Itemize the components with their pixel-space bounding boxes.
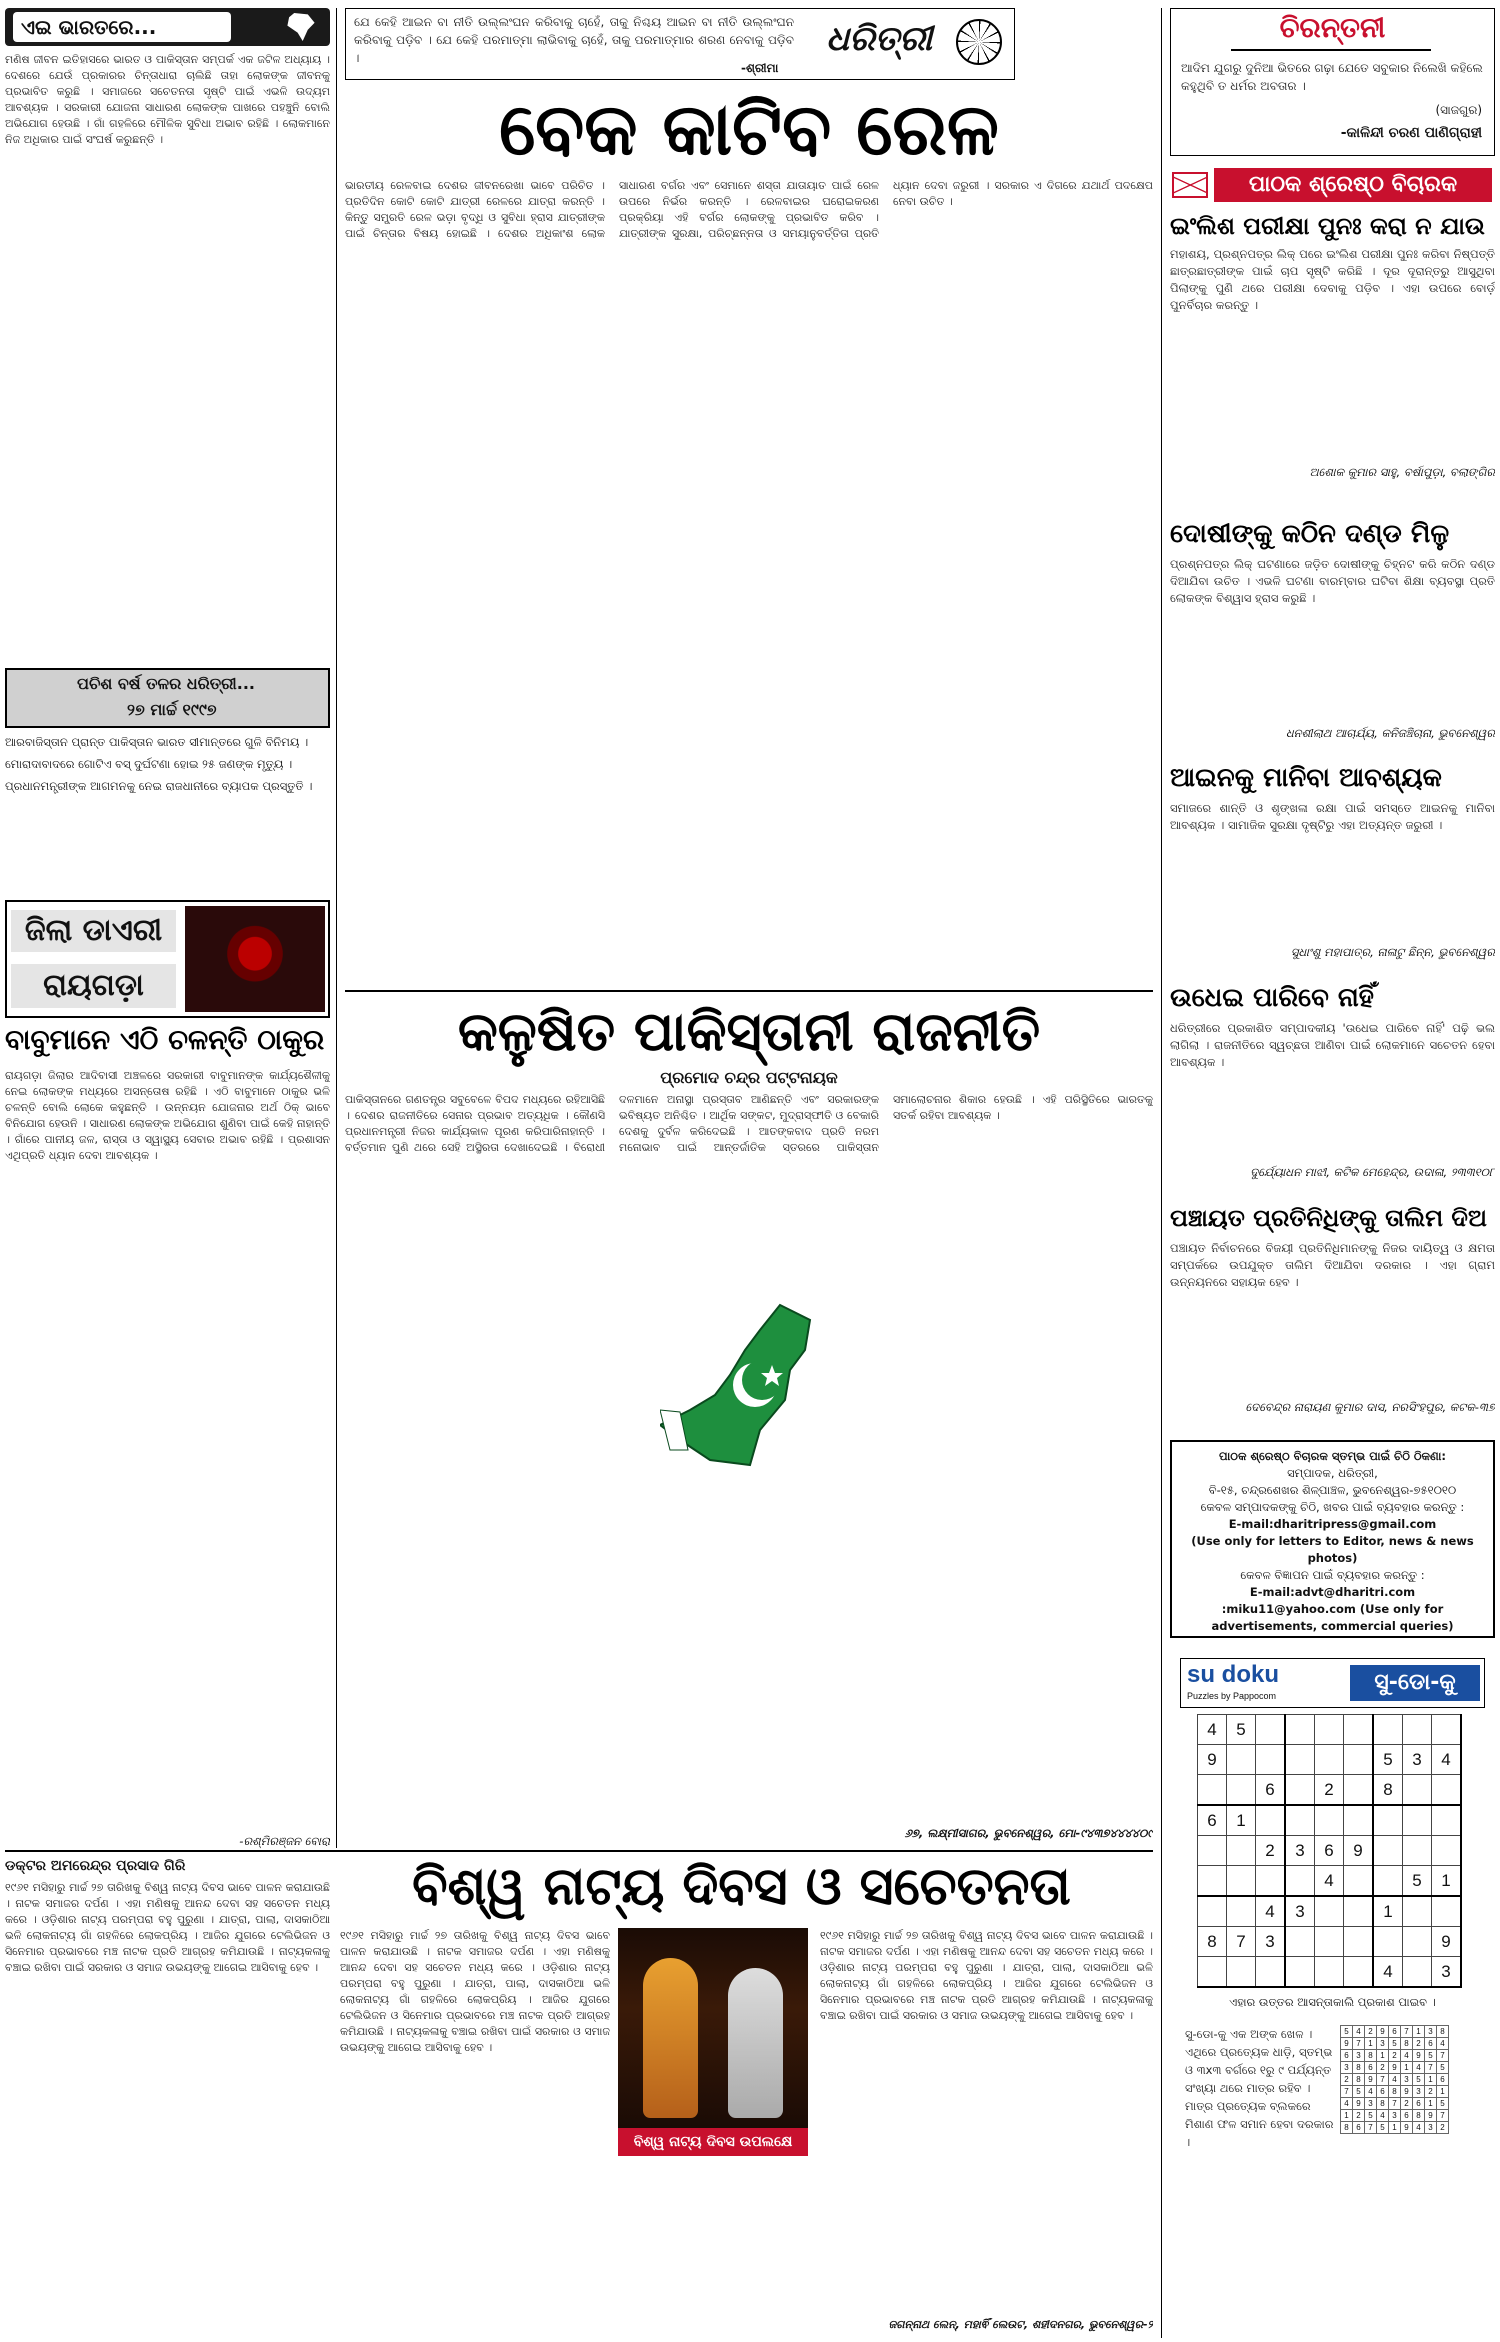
sudoku-solution-cell: 6 (1437, 2074, 1449, 2086)
top-quote-author: -ଶ୍ରୀମା (741, 61, 779, 75)
anniversary-item: ପ୍ରଧାନମନ୍ତ୍ରୀଙ୍କ ଆଗମନକୁ ନେଇ ରାଜଧାନୀରେ ବ୍ୟାପକ ପ୍ରସ୍ତୁତି । (5, 779, 313, 793)
sudoku-solution-cell: 6 (1413, 2098, 1425, 2110)
masthead-logo: ଧରିତ୍ରୀ (826, 19, 933, 59)
sudoku-cell (1373, 1836, 1403, 1866)
sudoku-solution-cell: 2 (1389, 2050, 1401, 2062)
anniversary-title: ପଚିଶ ବର୍ଷ ତଳର ଧରିତ୍ରୀ... (77, 674, 255, 693)
contact-title: ପାଠକ ଶ୍ରେଷ୍ଠ ବିଚାରକ ସ୍ତମ୍ଭ ପାଇଁ ଚିଠି ଠିକଣା: (1219, 1449, 1446, 1463)
grid-row (1198, 1715, 1462, 1745)
sudoku-cell (1227, 1896, 1256, 1927)
sudoku-solution-cell: 6 (1353, 2122, 1365, 2134)
sudoku-cell: 1 (1373, 1896, 1403, 1927)
left-article2 (5, 1068, 330, 1838)
sudoku-solution-cell: 9 (1401, 2122, 1413, 2134)
chirantani-text: ଆଦିମ ଯୁଗରୁ ଦୁନିଆ ଭିତରେ ଗଢ଼ା ଯେତେ ସବୁକାର ନିଲେଖି କହିଲେ କହୁଥିବି ତ ଧର୍ମର ଅବତାର । (1181, 61, 1483, 93)
letter-1 (1170, 210, 1495, 510)
sudoku-solution-cell: 4 (1401, 2050, 1413, 2062)
sudoku-cell (1403, 1836, 1432, 1866)
contact-line: (Use only for letters to Editor, news & news photos) (1191, 1534, 1474, 1565)
letter-author: ଅଶୋକ କୁମାର ସାହୁ, ବର୍ଷାପୁଡ଼ା, ବଲାଙ୍ଗିର (1309, 465, 1495, 479)
editorial2-text: ପାକିସ୍ତାନରେ ଗଣତନ୍ତ୍ର ସବୁବେଳେ ବିପଦ ମଧ୍ୟରେ ରହିଆସିଛି । ଦେଶର ରାଜନୀତିରେ ସେନାର ପ୍ରଭାବ ଅତ୍ୟଧିକ । କୌଣସି ପ୍ରଧାନମନ୍ତ୍ରୀ ନିଜର କାର୍ଯ୍ୟକାଳ ପୂରଣ କରିପାରିନାହାନ୍ତି । ବର୍ତ୍ତମାନ ପୁଣି ଥରେ ସେହି ଅସ୍ଥିରତା ଦେଖାଦେଇଛି । ବିରୋଧୀ ଦଳମାନେ ଅନାସ୍ଥା ପ୍ରସ୍ତାବ ଆଣିଛନ୍ତି ଏବଂ ସରକାରଙ୍କ ଭବିଷ୍ୟତ ଅନିଶ୍ଚିତ । ଆର୍ଥିକ ସଙ୍କଟ, ମୁଦ୍ରାସ୍ଫୀତି ଓ ବେକାରି ଦେଶକୁ ଦୁର୍ବଳ କରିଦେଇଛି । ଆତଙ୍କବାଦ ପ୍ରତି ନରମ ମନୋଭାବ ପାଇଁ ଆନ୍ତର୍ଜାତିକ ସ୍ତରରେ ପାକିସ୍ତାନ ସମାଲୋଚନାର ଶିକାର ହେଉଛି । ଏହି ପରିସ୍ଥିତିରେ ଭାରତକୁ ସତର୍କ ରହିବା ଆବଶ୍ୟକ । (345, 1093, 1153, 1154)
sudoku-cell (1403, 1957, 1432, 1988)
sudoku-solution-cell: 6 (1377, 2086, 1389, 2098)
sudoku-credit: Puzzles by Pappocom (1187, 1691, 1277, 1701)
sudoku-cell (1315, 1745, 1344, 1775)
contact-email-editor[interactable]: E-mail:dharitripress@gmail.com (1228, 1517, 1437, 1531)
grid-row (1341, 2074, 1449, 2086)
grid-row (1341, 2122, 1449, 2134)
sudoku-cell: 9 (1432, 1927, 1462, 1957)
sudoku-solution-table (1340, 2025, 1449, 2134)
letter-2 (1170, 516, 1495, 756)
center-divider (345, 990, 1153, 992)
sudoku-solution-cell: 5 (1389, 2038, 1401, 2050)
article3-text: ୧୯୬୧ ମସିହାରୁ ମାର୍ଚ୍ଚ ୨୭ ତାରିଖକୁ ବିଶ୍ୱ ନାଟ୍ୟ ଦିବସ ଭାବେ ପାଳନ କରାଯାଉଛି । ନାଟକ ସମାଜର ଦର୍ପଣ । ଏହା ମଣିଷକୁ ଆନନ୍ଦ ଦେବା ସହ ସଚେତନ ମଧ୍ୟ କରେ । ଓଡ଼ିଶାର ନାଟ୍ୟ ପରମ୍ପରା ବହୁ ପୁରୁଣା । ଯାତ୍ରା, ପାଲା, ଦାସକାଠିଆ ଭଳି ଲୋକନାଟ୍ୟ ଗାଁ ଗହଳିରେ ଲୋକପ୍ରିୟ । ଆଜିର ଯୁଗରେ ଟେଲିଭିଜନ ଓ ସିନେମାର ପ୍ରଭାବରେ ମଞ୍ଚ ନାଟକ ପ୍ରତି ଆଗ୍ରହ କମିଯାଉଛି । ନାଟ୍ୟକଳାକୁ ବଞ୍ଚାଇ ରଖିବା ପାଇଁ ସରକାର ଓ ସମାଜ ଉଭୟଙ୍କୁ ଆଗେଇ ଆସିବାକୁ ହେବ । (5, 1881, 330, 1974)
editorial2-author: ପ୍ରମୋଦ ଚନ୍ଦ୍ର ପଟ୍ଟନାୟକ (660, 1068, 838, 1087)
sudoku-solution-cell: 1 (1437, 2086, 1449, 2098)
chirantani-title: ଚିରନ୍ତନୀ (1279, 11, 1386, 44)
sudoku-solution-cell: 5 (1425, 2050, 1437, 2062)
left-article1-text: ମଣିଷ ଜୀବନ ଇତିହାସରେ ଭାରତ ଓ ପାକିସ୍ତାନ ସମ୍ପର୍କ ଏକ ଜଟିଳ ଅଧ୍ୟାୟ । ଦେଶରେ ଯେଉଁ ପ୍ରକାରର ଚିନ୍ତାଧାରା ଚାଲିଛି ତାହା ଲୋକଙ୍କ ଜୀବନକୁ ପ୍ରଭାବିତ କରୁଛି । ସମାଜରେ ସଚେତନତା ସୃଷ୍ଟି ପାଇଁ ଏଭଳି ଉଦ୍ୟମ ଆବଶ୍ୟକ । ସରକାରୀ ଯୋଜନା ସାଧାରଣ ଲୋକଙ୍କ ପାଖରେ ପହଞ୍ଚୁନି ବୋଲି ଅଭିଯୋଗ ହେଉଛି । ଗାଁ ଗହଳିରେ ମୌଳିକ ସୁବିଧା ଅଭାବ ରହିଛି । ଲୋକମାନେ ନିଜ ଅଧିକାର ପାଇଁ ସଂଘର୍ଷ କରୁଛନ୍ତି । (5, 53, 330, 146)
sudoku-cell (1373, 1805, 1403, 1836)
sudoku-solution-cell: 4 (1377, 2110, 1389, 2122)
district-diary-label: ଜିଲା ଡାଏରୀ (11, 910, 176, 952)
letter-text: ମହାଶୟ, ପ୍ରଶ୍ନପତ୍ର ଲିକ୍ ପରେ ଇଂଲିଶ ପରୀକ୍ଷା ପୁନଃ କରିବା ନିଷ୍ପତ୍ତି ଛାତ୍ରଛାତ୍ରୀଙ୍କ ପାଇଁ ଚାପ ସୃଷ୍ଟି କରିଛି । ଦୂର ଦୂରାନ୍ତରୁ ଆସୁଥିବା ପିଲାଙ୍କୁ ପୁଣି ଥରେ ପରୀକ୍ଷା ଦେବାକୁ ପଡ଼ିବ । ଏହା ଉପରେ ବୋର୍ଡ଼ ପୁନର୍ବିଚାର କରନ୍ତୁ । (1170, 247, 1495, 312)
sudoku-cell (1432, 1775, 1462, 1806)
sudoku-solution-cell: 1 (1365, 2038, 1377, 2050)
anniversary-box (5, 668, 330, 728)
sudoku-solution-cell: 2 (1437, 2122, 1449, 2134)
sudoku-cell (1432, 1805, 1462, 1836)
letter-author: ଦେବେନ୍ଦ୍ର ନାରାୟଣ କୁମାର ଦାସ, ନରସିଂହପୁର, କଟକ-୩୭ (1245, 1400, 1495, 1414)
sudoku-cell (1403, 1715, 1432, 1745)
sudoku-solution-cell: 2 (1365, 2026, 1377, 2038)
sudoku-solution (1340, 2025, 1490, 2155)
sudoku-cell: 6 (1198, 1805, 1227, 1836)
sudoku-cell (1198, 1866, 1227, 1897)
sudoku-cell (1432, 1836, 1462, 1866)
sudoku-solution-cell: 5 (1413, 2074, 1425, 2086)
grid-row (1198, 1805, 1462, 1836)
sudoku-cell (1344, 1866, 1374, 1897)
chirantani-underline (1231, 49, 1431, 51)
editorial2-title: କଳୁଷିତ ପାକିସ୍ତାନୀ ରାଜନୀତି (457, 1000, 1041, 1063)
sudoku-odia-title: ସୁ-ଡୋ-କୁ (1350, 1665, 1480, 1701)
grid-row (1341, 2038, 1449, 2050)
editorial1-text: ଭାରତୀୟ ରେଳବାଇ ଦେଶର ଜୀବନରେଖା ଭାବେ ପରିଚିତ । ପ୍ରତିଦିନ କୋଟି କୋଟି ଯାତ୍ରୀ ରେଳରେ ଯାତ୍ରା କରନ୍ତି । କିନ୍ତୁ ସମ୍ପ୍ରତି ରେଳ ଭଡ଼ା ବୃଦ୍ଧି ଓ ସୁବିଧା ହ୍ରାସ ଯାତ୍ରୀଙ୍କ ପାଇଁ ଚିନ୍ତାର ବିଷୟ ହୋଇଛି । ଦେଶର ଅଧିକାଂଶ ଲୋକ ସାଧାରଣ ବର୍ଗର ଏବଂ ସେମାନେ ଶସ୍ତା ଯାତାୟାତ ପାଇଁ ରେଳ ଉପରେ ନିର୍ଭର କରନ୍ତି । ରେଳବାଇର ଘରୋଇକରଣ ପ୍ରକ୍ରିୟା ଏହି ବର୍ଗର ଲୋକଙ୍କୁ ପ୍ରଭାବିତ କରିବ । ଯାତ୍ରୀଙ୍କ ସୁରକ୍ଷା, ପରିଚ୍ଛନ୍ନତା ଓ ସମୟାନୁବର୍ତ୍ତିତା ପ୍ରତି ଧ୍ୟାନ ଦେବା ଜରୁରୀ । ସରକାର ଏ ଦିଗରେ ଯଥାର୍ଥ ପଦକ୍ଷେପ ନେବା ଉଚିତ । (345, 179, 1153, 240)
contact-email-advt[interactable]: E-mail:advt@dharitri.com (1249, 1585, 1416, 1599)
sudoku-solution-cell: 6 (1365, 2062, 1377, 2074)
sudoku-cell (1344, 1715, 1374, 1745)
letter-author: ଧନଶୀଲାଥ ଆଚାର୍ଯ୍ୟ, କନିଜଞ୍ଚିଚାନା, ଭୁବନେଶ୍ୱର (1285, 726, 1495, 740)
contact-box (1170, 1440, 1495, 1638)
sudoku-solution-cell: 3 (1377, 2038, 1389, 2050)
letter-text: ପ୍ରଶ୍ନପତ୍ର ଲିକ୍ ଘଟଣାରେ ଜଡ଼ିତ ଦୋଷୀଙ୍କୁ ଚିହ୍ନଟ କରି କଠିନ ଦଣ୍ଡ ଦିଆଯିବା ଉଚିତ । ଏଭଳି ଘଟଣା ବାରମ୍ବାର ଘଟିବା ଶିକ୍ଷା ବ୍ୟବସ୍ଥା ପ୍ରତି ଲୋକଙ୍କ ବିଶ୍ୱାସ ହ୍ରାସ କରୁଛି । (1170, 557, 1495, 605)
grid-row (1341, 2086, 1449, 2098)
sudoku-solution-cell: 1 (1425, 2074, 1437, 2086)
left-article2-title: ବାବୁମାନେ ଏଠି ଚଳନ୍ତି ଠାକୁର (5, 1023, 325, 1056)
sudoku-solution-cell: 2 (1413, 2038, 1425, 2050)
sudoku-solution-cell: 8 (1353, 2074, 1365, 2086)
anniversary-item: ମୋରାଦାବାଦରେ ଗୋଟିଏ ବସ୍ ଦୁର୍ଘଟଣା ହୋଇ ୨୫ ଜଣଙ୍କ ମୃତ୍ୟୁ । (5, 757, 293, 771)
sudoku-solution-cell: 3 (1413, 2086, 1425, 2098)
sudoku-cell: 6 (1315, 1836, 1344, 1866)
sudoku-cell: 3 (1256, 1927, 1286, 1957)
sudoku-solution-cell: 5 (1365, 2110, 1377, 2122)
grid-row (1198, 1745, 1462, 1775)
left-article1 (5, 52, 330, 660)
sudoku-cell (1344, 1896, 1374, 1927)
grid-row (1198, 1896, 1462, 1927)
sudoku-cell: 3 (1432, 1957, 1462, 1988)
sudoku-solution-cell: 7 (1365, 2122, 1377, 2134)
sudoku-cell: 4 (1432, 1745, 1462, 1775)
letter-author: ସୁଧାଂଶୁ ମହାପାତ୍ର, ନାଳାଟୁ ଛିନ୍ନ, ଭୁବନେଶ୍ୱର (1290, 945, 1495, 959)
pakistan-map-image (660, 1300, 835, 1470)
letter-text: ସମାଜରେ ଶାନ୍ତି ଓ ଶୃଙ୍ଖଳା ରକ୍ଷା ପାଇଁ ସମସ୍ତେ ଆଇନକୁ ମାନିବା ଆବଶ୍ୟକ । ସାମାଜିକ ସୁରକ୍ଷା ଦୃଷ୍ଟିରୁ ଏହା ଅତ୍ୟନ୍ତ ଜରୁରୀ । (1170, 801, 1495, 832)
sudoku-cell (1227, 1745, 1256, 1775)
sudoku-cell (1227, 1866, 1256, 1897)
sudoku-solution-cell: 3 (1389, 2110, 1401, 2122)
sudoku-cell: 5 (1403, 1866, 1432, 1897)
district-diary-name: ରାୟଗଡ଼ା (11, 964, 176, 1008)
editorial1-title: ବେକ କାଟିବ ରେଳ (499, 87, 999, 171)
sudoku-solution-cell: 5 (1341, 2026, 1353, 2038)
left-article2-author: -ରଶ୍ମିରଞ୍ଜନ ବୋରା (239, 1834, 330, 1848)
sudoku-solution-cell: 4 (1413, 2122, 1425, 2134)
sudoku-cell (1285, 1745, 1315, 1775)
grid-row (1198, 1957, 1462, 1988)
sudoku-solution-cell: 7 (1425, 2062, 1437, 2074)
letter-title: ଦୋଷୀଙ୍କୁ କଠିନ ଦଣ୍ଡ ମିଳୁ (1170, 519, 1450, 549)
sudoku-cell (1256, 1957, 1286, 1988)
india-map-icon (284, 13, 318, 41)
sudoku-cell: 4 (1373, 1957, 1403, 1988)
sudoku-solution-cell: 9 (1425, 2110, 1437, 2122)
sudoku-solution-cell: 3 (1341, 2062, 1353, 2074)
sudoku-cell (1198, 1836, 1227, 1866)
article3-col-mid (340, 1928, 610, 2333)
sudoku-cell (1285, 1715, 1315, 1745)
sudoku-cell (1315, 1927, 1344, 1957)
sudoku-cell: 9 (1344, 1836, 1374, 1866)
sudoku-cell (1403, 1896, 1432, 1927)
sudoku-cell: 7 (1227, 1927, 1256, 1957)
grid-row (1341, 2026, 1449, 2038)
sudoku-solution-cell: 1 (1377, 2050, 1389, 2062)
contact-line: :miku11@yahoo.com (Use only for (1221, 1602, 1444, 1616)
chirantani-source: (ସାଜଗୁର) (1435, 103, 1482, 117)
sudoku-cell: 6 (1256, 1775, 1286, 1806)
sudoku-cell (1373, 1715, 1403, 1745)
sudoku-cell (1285, 1775, 1315, 1806)
sudoku-solution-cell: 2 (1377, 2062, 1389, 2074)
article3-title: ବିଶ୍ୱ ନାଟ୍ୟ ଦିବସ ଓ ସଚେତନତା (412, 1857, 1071, 1917)
sudoku-solution-cell: 8 (1413, 2110, 1425, 2122)
envelope-icon (1172, 172, 1208, 198)
article3-text: ୧୯୬୧ ମସିହାରୁ ମାର୍ଚ୍ଚ ୨୭ ତାରିଖକୁ ବିଶ୍ୱ ନାଟ୍ୟ ଦିବସ ଭାବେ ପାଳନ କରାଯାଉଛି । ନାଟକ ସମାଜର ଦର୍ପଣ । ଏହା ମଣିଷକୁ ଆନନ୍ଦ ଦେବା ସହ ସଚେତନ ମଧ୍ୟ କରେ । ଓଡ଼ିଶାର ନାଟ୍ୟ ପରମ୍ପରା ବହୁ ପୁରୁଣା । ଯାତ୍ରା, ପାଲା, ଦାସକାଠିଆ ଭଳି ଲୋକନାଟ୍ୟ ଗାଁ ଗହଳିରେ ଲୋକପ୍ରିୟ । ଆଜିର ଯୁଗରେ ଟେଲିଭିଜନ ଓ ସିନେମାର ପ୍ରଭାବରେ ମଞ୍ଚ ନାଟକ ପ୍ରତି ଆଗ୍ରହ କମିଯାଉଛି । ନାଟ୍ୟକଳାକୁ ବଞ୍ଚାଇ ରଖିବା ପାଇଁ ସରକାର ଓ ସମାଜ ଉଭୟଙ୍କୁ ଆଗେଇ ଆସିବାକୁ ହେବ । (820, 1929, 1153, 2022)
column-separator (1161, 8, 1162, 2338)
sudoku-solution-cell: 6 (1425, 2038, 1437, 2050)
sudoku-solution-cell: 9 (1353, 2098, 1365, 2110)
sudoku-cell (1315, 1896, 1344, 1927)
theatre-photo-caption: ବିଶ୍ୱ ନାଟ୍ୟ ଦିବସ ଉପଲକ୍ଷେ (618, 2128, 808, 2156)
sudoku-cell: 4 (1198, 1715, 1227, 1745)
sudoku-solution-cell: 2 (1353, 2110, 1365, 2122)
sudoku-solution-cell: 6 (1341, 2050, 1353, 2062)
sudoku-cell (1256, 1805, 1286, 1836)
letter-title: ଉଧେଇ ପାରିବେ ନାହିଁ (1170, 983, 1374, 1013)
deity-photo (185, 906, 325, 1012)
sudoku-cell: 2 (1256, 1836, 1286, 1866)
editorial1-body (345, 178, 1153, 986)
grid-row (1198, 1775, 1462, 1806)
anniversary-date: ୨୭ ମାର୍ଚ୍ଚ ୧୯୯୭ (127, 700, 217, 719)
sudoku-answer-note: ଏହାର ଉତ୍ତର ଆସନ୍ତାକାଲି ପ୍ରକାଶ ପାଇବ । (1229, 1995, 1436, 2009)
sudoku-cell (1285, 1866, 1315, 1897)
sudoku-solution-cell: 8 (1401, 2038, 1413, 2050)
sudoku-header (1180, 1658, 1485, 1708)
sudoku-solution-cell: 5 (1377, 2122, 1389, 2134)
article3-col-left (5, 1880, 330, 2335)
sudoku-solution-cell: 3 (1401, 2074, 1413, 2086)
letter-3 (1170, 760, 1495, 975)
sudoku-rules: ସୁ-ଡୋ-କୁ ଏକ ଅଙ୍କ ଖେଳ । ଏଥିରେ ପ୍ରତ୍ୟେକ ଧାଡ଼ି, ସ୍ତମ୍ଭ ଓ ୩x୩ ବର୍ଗରେ ୧ରୁ ୯ ପର୍ଯ୍ୟନ୍ତ ସଂଖ୍ୟା ଥରେ ମାତ୍ର ରହିବ । ମାତ୍ର ପ୍ରତ୍ୟେକ ବ୍ଲକରେ ମିଶାଣ ଫଳ ସମାନ ହେବା ଦରକାର । (1185, 2027, 1334, 2149)
grid-row (1341, 2098, 1449, 2110)
letter-text: ଧରିତ୍ରୀରେ ପ୍ରକାଶିତ ସମ୍ପାଦକୀୟ 'ଉଧେଇ ପାରିବେ ନାହିଁ' ପଢ଼ି ଭଲ ଲାଗିଲା । ରାଜନୀତିରେ ସ୍ୱଚ୍ଛତା ଆଣିବା ପାଇଁ ଲୋକମାନେ ସଚେତନ ହେବା ଆବଶ୍ୟକ । (1170, 1021, 1495, 1069)
sudoku-solution-cell: 8 (1437, 2026, 1449, 2038)
sudoku-solution-cell: 7 (1389, 2098, 1401, 2110)
sudoku-cell: 1 (1432, 1866, 1462, 1897)
sudoku-solution-cell: 3 (1353, 2050, 1365, 2062)
theatre-photo (618, 1928, 808, 2128)
sudoku-cell (1373, 1866, 1403, 1897)
letter-text: ପଞ୍ଚାୟତ ନିର୍ବାଚନରେ ବିଜୟୀ ପ୍ରତିନିଧିମାନଙ୍କୁ ନିଜର ଦାୟିତ୍ୱ ଓ କ୍ଷମତା ସମ୍ପର୍କରେ ଉପଯୁକ୍ତ ତାଲିମ ଦିଆଯିବା ଦରକାର । ଏହା ଗ୍ରାମ ଉନ୍ନୟନରେ ସହାୟକ ହେବ । (1170, 1241, 1495, 1289)
sudoku-cell (1315, 1805, 1344, 1836)
sudoku-solution-cell: 9 (1365, 2074, 1377, 2086)
sudoku-solution-cell: 3 (1425, 2026, 1437, 2038)
sudoku-solution-cell: 8 (1377, 2098, 1389, 2110)
sudoku-solution-cell: 9 (1389, 2062, 1401, 2074)
left-article2-text: ରାୟଗଡ଼ା ଜିଲାର ଆଦିବାସୀ ଅଞ୍ଚଳରେ ସରକାରୀ ବାବୁମାନଙ୍କ କାର୍ଯ୍ୟଶୈଳୀକୁ ନେଇ ଲୋକଙ୍କ ମଧ୍ୟରେ ଅସନ୍ତୋଷ ରହିଛି । ଏଠି ବାବୁମାନେ ଠାକୁର ଭଳି ଚଳନ୍ତି ବୋଲି ଲୋକେ କହୁଛନ୍ତି । ଉନ୍ନୟନ ଯୋଜନାର ଅର୍ଥ ଠିକ୍ ଭାବେ ବିନିଯୋଗ ହେଉନି । ସାଧାରଣ ଲୋକଙ୍କ ଅଭିଯୋଗ ଶୁଣିବା ପାଇଁ କେହି ନାହାନ୍ତି । ଗାଁରେ ପାନୀୟ ଜଳ, ରାସ୍ତା ଓ ସ୍ୱାସ୍ଥ୍ୟ ସେବାର ଅଭାବ ରହିଛି । ପ୍ରଶାସନ ଏଥିପ୍ରତି ଧ୍ୟାନ ଦେବା ଆବଶ୍ୟକ । (5, 1069, 330, 1162)
sudoku-logo: su doku (1187, 1661, 1280, 1688)
top-quote-text: ଯେ କେହି ଆଇନ ବା ନୀତି ଉଲ୍ଲଂଘନ କରିବାକୁ ଚାହେଁ, ତାକୁ ନିଶ୍ଚୟ ଆଇନ ବା ନୀତି ଉଲ୍ଲଂଘନ କରିବାକୁ ପଡ଼ିବ । ଯେ କେହି ପରମାତ୍ମା ଲାଭିବାକୁ ଚାହେଁ, ତାକୁ ପରମାତ୍ମାର ଶରଣ ନେବାକୁ ପଡ଼ିବ । (354, 15, 794, 65)
sudoku-solution-cell: 4 (1413, 2062, 1425, 2074)
sudoku-cell (1432, 1896, 1462, 1927)
grid-row (1341, 2110, 1449, 2122)
left-header-text: ଏଇ ଭାରତରେ... (13, 12, 231, 42)
sudoku-cell (1403, 1805, 1432, 1836)
chakra-icon (956, 19, 1002, 65)
sudoku-cell (1198, 1957, 1227, 1988)
letters-header-text: ପାଠକ ଶ୍ରେଷ୍ଠ ବିଚାରକ (1214, 168, 1492, 202)
sudoku-solution-cell: 7 (1401, 2026, 1413, 2038)
sudoku-solution-cell: 8 (1353, 2062, 1365, 2074)
actor-right-figure (728, 1968, 783, 2118)
chirantani-box (1170, 8, 1495, 156)
sudoku-solution-cell: 7 (1437, 2110, 1449, 2122)
letter-author: ଦୁର୍ଯ୍ୟୋଧନ ମାଝୀ, କଟିକ ମେହେନ୍ଦ୍ର, ଉଦାଳା, ୨୩୩୧୦୮ (1250, 1165, 1495, 1179)
sudoku-solution-cell: 3 (1425, 2122, 1437, 2134)
sudoku-solution-cell: 2 (1425, 2086, 1437, 2098)
letter-5 (1170, 1200, 1495, 1430)
sudoku-cell (1344, 1745, 1374, 1775)
sudoku-cell: 4 (1315, 1866, 1344, 1897)
sudoku-cell (1344, 1927, 1374, 1957)
sudoku-solution-cell: 9 (1401, 2086, 1413, 2098)
sudoku-cell (1227, 1836, 1256, 1866)
sudoku-cell (1198, 1775, 1227, 1806)
left-header-banner (5, 8, 330, 46)
sudoku-solution-cell: 6 (1389, 2026, 1401, 2038)
sudoku-solution-cell: 3 (1365, 2098, 1377, 2110)
sudoku-cell: 2 (1315, 1775, 1344, 1806)
sudoku-solution-cell: 1 (1401, 2062, 1413, 2074)
sudoku-cell (1285, 1927, 1315, 1957)
sudoku-solution-cell: 2 (1341, 2074, 1353, 2086)
sudoku-cell: 3 (1285, 1836, 1315, 1866)
district-diary-box (5, 900, 330, 1018)
sudoku-cell (1227, 1775, 1256, 1806)
letter-title: ପଞ୍ଚାୟତ ପ୍ରତିନିଧିଙ୍କୁ ତାଲିମ ଦିଅ (1170, 1204, 1487, 1232)
sudoku-cell: 3 (1285, 1896, 1315, 1927)
anniversary-item: ଆରବାଜିସ୍ତାନ ପ୍ରାନ୍ତ ପାକିସ୍ତାନ ଭାରତ ସୀମାନ୍ତରେ ଗୁଳି ବିନିମୟ । (5, 735, 309, 749)
sudoku-cell: 8 (1373, 1775, 1403, 1806)
sudoku-cell (1315, 1957, 1344, 1988)
sudoku-solution-cell: 4 (1353, 2026, 1365, 2038)
sudoku-solution-cell: 1 (1425, 2098, 1437, 2110)
sudoku-cell (1432, 1715, 1462, 1745)
article3-byline: ଡକ୍ଟର ଅମରେନ୍ଦ୍ର ପ୍ରସାଦ ଗିରି (5, 1858, 186, 1874)
sudoku-cell (1344, 1805, 1374, 1836)
sudoku-cell: 1 (1227, 1805, 1256, 1836)
sudoku-table (1197, 1714, 1462, 1988)
sudoku-solution-cell: 5 (1353, 2086, 1365, 2098)
sudoku-cell (1285, 1957, 1315, 1988)
sudoku-cell (1373, 1927, 1403, 1957)
sudoku-cell (1285, 1805, 1315, 1836)
contact-line: ସମ୍ପାଦକ, ଧରିତ୍ରୀ, (1287, 1466, 1378, 1480)
sudoku-cell (1227, 1957, 1256, 1988)
grid-row (1198, 1866, 1462, 1897)
sudoku-solution-cell: 9 (1413, 2050, 1425, 2062)
sudoku-cell: 5 (1373, 1745, 1403, 1775)
sudoku-solution-cell: 1 (1389, 2122, 1401, 2134)
sudoku-cell (1403, 1775, 1432, 1806)
sudoku-solution-cell: 2 (1401, 2098, 1413, 2110)
anniversary-list (5, 734, 330, 884)
grid-row (1198, 1836, 1462, 1866)
sudoku-solution-cell: 4 (1437, 2038, 1449, 2050)
grid-row (1341, 2050, 1449, 2062)
grid-row (1198, 1927, 1462, 1957)
column-separator (336, 8, 337, 1848)
sudoku-solution-cell: 7 (1437, 2050, 1449, 2062)
sudoku-solution-cell: 1 (1413, 2026, 1425, 2038)
sudoku-cell (1256, 1745, 1286, 1775)
contact-line: କେବଳ ସମ୍ପାଦକଙ୍କୁ ଚିଠି, ଖବର ପାଇଁ ବ୍ୟବହାର କରନ୍ତୁ : (1200, 1500, 1465, 1514)
sudoku-solution-cell: 5 (1437, 2062, 1449, 2074)
letters-header (1170, 166, 1495, 204)
sudoku-solution-cell: 8 (1341, 2122, 1353, 2134)
sudoku-solution-cell: 5 (1437, 2098, 1449, 2110)
sudoku-cell: 8 (1198, 1927, 1227, 1957)
contact-line: ବି-୧୫, ଚନ୍ଦ୍ରଶେଖର ଶିଳ୍ପାଞ୍ଚଳ, ଭୁବନେଶ୍ୱର-୭୫୧୦୧୦ (1208, 1483, 1457, 1497)
sudoku-solution-cell: 7 (1377, 2074, 1389, 2086)
chirantani-author: -କାଳିନ୍ଦୀ ଚରଣ ପାଣିଗ୍ରାହୀ (1340, 125, 1482, 141)
actor-left-figure (643, 1958, 698, 2118)
sudoku-solution-cell: 4 (1389, 2074, 1401, 2086)
sudoku-solution-cell: 8 (1365, 2050, 1377, 2062)
grid-row (1341, 2062, 1449, 2074)
letter-title: ଇଂଲିଶ ପରୀକ୍ଷା ପୁନଃ କରା ନ ଯାଉ (1170, 212, 1485, 240)
sudoku-cell (1344, 1957, 1374, 1988)
sudoku-solution-cell: 8 (1389, 2086, 1401, 2098)
contact-line: କେବଳ ବିଜ୍ଞାପନ ପାଇଁ ବ୍ୟବହାର କରନ୍ତୁ : (1240, 1568, 1425, 1582)
sudoku-solution-cell: 4 (1365, 2086, 1377, 2098)
contact-line: advertisements, commercial queries) (1211, 1619, 1454, 1633)
sudoku-solution-cell: 7 (1353, 2038, 1365, 2050)
sudoku-solution-cell: 9 (1341, 2038, 1353, 2050)
editorial2-address: ୬୭, ଲକ୍ଷ୍ମୀସାଗର, ଭୁବନେଶ୍ୱର, ମୋ-୯୪୩୭୪୪୪୪୦୯ (904, 1826, 1153, 1840)
sudoku-solution-cell: 4 (1341, 2098, 1353, 2110)
letter-4 (1170, 980, 1495, 1195)
article3-col-right (820, 1928, 1153, 2313)
sudoku-cell (1344, 1775, 1374, 1806)
sudoku-cell: 5 (1227, 1715, 1256, 1745)
letter-title: ଆଇନକୁ ମାନିବା ଆବଶ୍ୟକ (1170, 763, 1442, 793)
article3-address: ଜଗନ୍ନାଥ ଲେନ୍, ମହାଵିଁ ଲେଉଟ, ଶହୀଦନଗର, ଭୁବନେଶ୍ୱର-୨ (888, 2318, 1153, 2331)
sudoku-solution-cell: 7 (1341, 2086, 1353, 2098)
sudoku-solution-cell: 9 (1377, 2026, 1389, 2038)
sudoku-solution-cell: 6 (1401, 2110, 1413, 2122)
top-quote-box (345, 8, 1015, 80)
sudoku-cell (1403, 1927, 1432, 1957)
pakistan-map-icon (660, 1300, 835, 1470)
sudoku-cell: 4 (1256, 1896, 1286, 1927)
sudoku-solution-cell: 1 (1341, 2110, 1353, 2122)
sudoku-cell (1198, 1896, 1227, 1927)
sudoku-cell (1315, 1715, 1344, 1745)
sudoku-cell (1256, 1715, 1286, 1745)
sudoku-cell: 9 (1198, 1745, 1227, 1775)
sudoku-cell (1256, 1866, 1286, 1897)
article3-text: ୧୯୬୧ ମସିହାରୁ ମାର୍ଚ୍ଚ ୨୭ ତାରିଖକୁ ବିଶ୍ୱ ନାଟ୍ୟ ଦିବସ ଭାବେ ପାଳନ କରାଯାଉଛି । ନାଟକ ସମାଜର ଦର୍ପଣ । ଏହା ମଣିଷକୁ ଆନନ୍ଦ ଦେବା ସହ ସଚେତନ ମଧ୍ୟ କରେ । ଓଡ଼ିଶାର ନାଟ୍ୟ ପରମ୍ପରା ବହୁ ପୁରୁଣା । ଯାତ୍ରା, ପାଲା, ଦାସକାଠିଆ ଭଳି ଲୋକନାଟ୍ୟ ଗାଁ ଗହଳିରେ ଲୋକପ୍ରିୟ । ଆଜିର ଯୁଗରେ ଟେଲିଭିଜନ ଓ ସିନେମାର ପ୍ରଭାବରେ ମଞ୍ଚ ନାଟକ ପ୍ରତି ଆଗ୍ରହ କମିଯାଉଛି । ନାଟ୍ୟକଳାକୁ ବଞ୍ଚାଇ ରଖିବା ପାଇଁ ସରକାର ଓ ସମାଜ ଉଭୟଙ୍କୁ ଆଗେଇ ଆସିବାକୁ ହେବ । (340, 1929, 610, 2054)
sudoku-cell: 3 (1403, 1745, 1432, 1775)
sudoku-grid (1197, 1714, 1467, 1989)
